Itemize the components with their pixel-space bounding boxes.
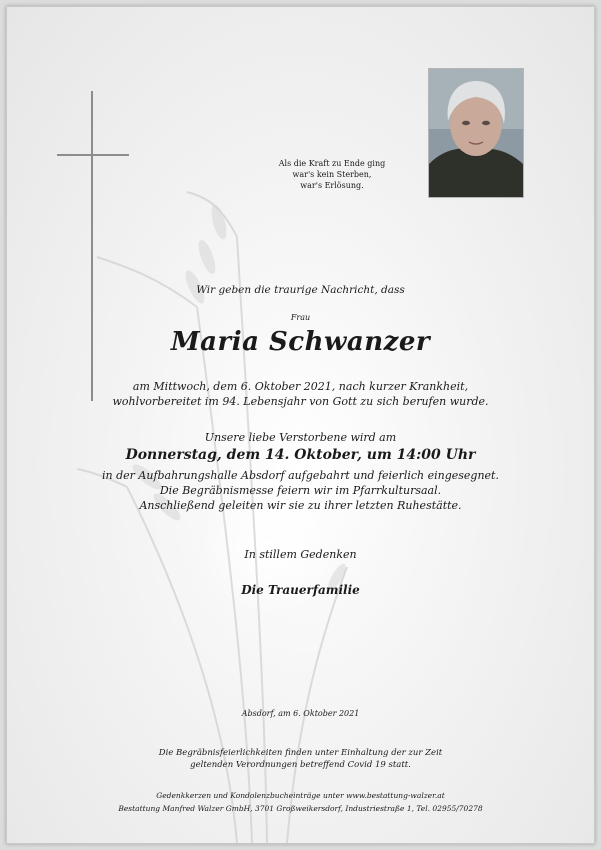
ceremony-date-time: Donnerstag, dem 14. Oktober, um 14:00 Uhr xyxy=(125,447,476,463)
quote-line: Als die Kraft zu Ende ging xyxy=(278,159,386,168)
intro-text: Wir geben die traurige Nachricht, dass xyxy=(196,284,405,296)
funeral-home-footer xyxy=(7,789,594,815)
quote-line: war's kein Sterben, xyxy=(292,170,372,179)
death-notice-line: am Mittwoch, dem 6. Oktober 2021, nach kurzer Krankheit, xyxy=(132,380,469,393)
cross-horizontal-bar xyxy=(57,154,129,156)
closing-text: In stillem Gedenken xyxy=(244,548,357,561)
ceremony-line: Die Begräbnismesse feiern wir im Pfarrkultursaal. xyxy=(159,484,442,497)
portrait-photo xyxy=(428,68,524,198)
ceremony-details xyxy=(7,468,594,513)
family-signature: Die Trauerfamilie xyxy=(241,583,360,597)
deceased-name: Maria Schwanzer xyxy=(170,327,431,357)
ceremony-line: Anschließend geleiten wir sie zu ihrer letzten Ruhestätte. xyxy=(139,499,462,512)
memorial-quote xyxy=(277,158,387,191)
ceremony-lead: Unsere liebe Verstorbene wird am xyxy=(204,431,397,444)
covid-notice xyxy=(7,747,594,771)
place-date: Absdorf, am 6. Oktober 2021 xyxy=(241,709,360,718)
covid-notice-line: geltenden Verordnungen betreffend Covid 19 statt. xyxy=(190,760,411,770)
footer-website-line: Gedenkkerzen und Kondolenzbucheinträge unter www.bestattung-walzer.at xyxy=(156,791,445,800)
death-notice-line: wohlvorbereitet im 94. Lebensjahr von Gott zu sich berufen wurde. xyxy=(112,395,489,408)
quote-line: war's Erlösung. xyxy=(300,181,364,190)
ceremony-line: in der Aufbahrungshalle Absdorf aufgebahrt und feierlich eingesegnet. xyxy=(102,469,499,482)
salutation: Frau xyxy=(290,313,311,322)
death-notice xyxy=(7,379,594,409)
covid-notice-line: Die Begräbnisfeierlichkeiten finden unter Einhaltung der zur Zeit xyxy=(158,748,443,758)
footer-address-line: Bestattung Manfred Walzer GmbH, 3701 Großweikersdorf, Industriestraße 1, Tel. 02955/70278 xyxy=(118,804,483,813)
obituary-card xyxy=(6,6,595,844)
